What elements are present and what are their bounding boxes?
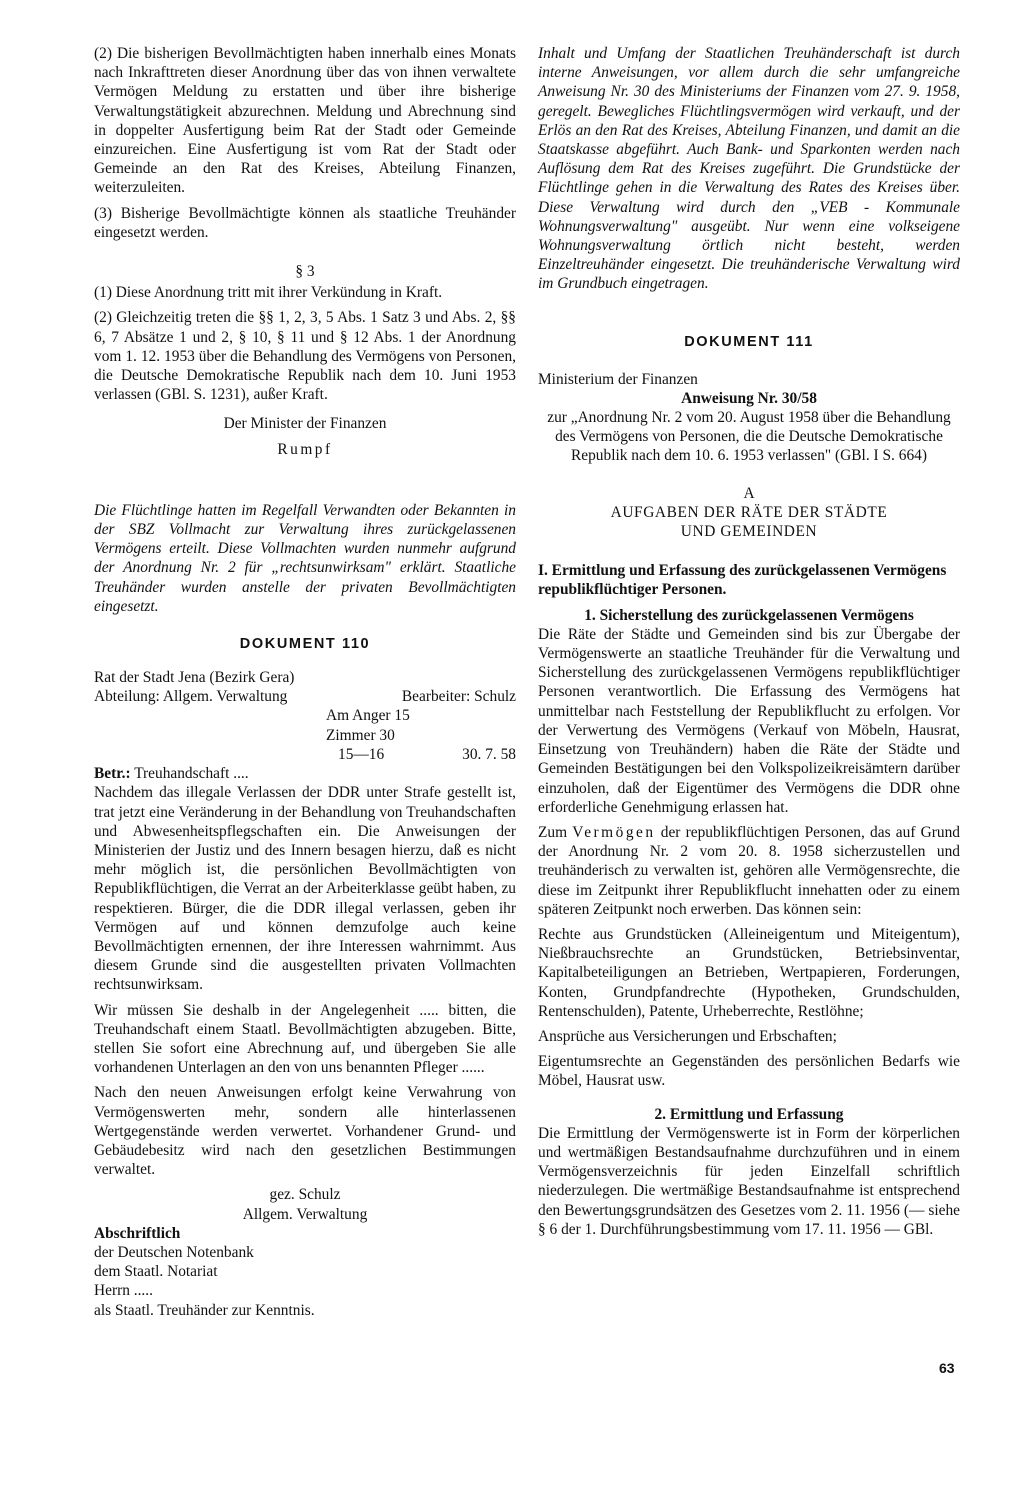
part-title-line-1: AUFGABEN DER RÄTE DER STÄDTE bbox=[610, 503, 888, 521]
section-3-paragraph-1: (1) Diese Anordnung tritt mit ihrer Verkündung in Kraft. bbox=[94, 284, 443, 302]
section-2-heading: 2. Ermittlung und Erfassung bbox=[654, 1105, 844, 1123]
doc110-subject-line bbox=[94, 764, 516, 783]
right-column bbox=[538, 44, 960, 1245]
doc111-title: Anweisung Nr. 30/58 bbox=[681, 389, 817, 407]
doc110-office-hours: 15—16 bbox=[338, 745, 385, 763]
doc110-signature: gez. Schulz bbox=[269, 1186, 341, 1204]
document-111-heading: DOKUMENT 111 bbox=[684, 333, 814, 350]
part-title-line-2: UND GEMEINDEN bbox=[680, 523, 818, 541]
doc110-department: Abteilung: Allgem. Verwaltung bbox=[94, 688, 288, 706]
section-2-paragraph-1: Die Ermittlung der Vermögenswerte ist in Form der körperlichen und wertmäßigen Bestandsaufnahme durchzuführen und in einem Vermögensverzeichnis für jeden Einzelfall schriftlich niederzulegen. Die wertmäßige Bestandsaufnahme ist entsprechend den Bewertungsgrundsätzen des Gesetzes vom 2. 11. 1956 (— siehe § 6 der 1. Durchführungsbestimmung vom 17. 11. 1956 — GBl. bbox=[538, 1124, 960, 1238]
doc110-time-date-row bbox=[94, 745, 516, 764]
section-1-paragraph-1: Die Räte der Städte und Gemeinden sind bis zur Übergabe der Vermögenswerte an staatliche Treuhänder für die Verwaltung und Sicherstellung des zurückgelassenen Vermögens republikflüchtiger Personen verantwortlich. Die Erfassung des Vermögens hat unmittelbar nach Feststellung der Republikflucht zu erfolgen. Vor der Verwertung des Vermögens (Verkauf von Möbeln, Hausrat, Einsetzung von Treuhändern) haben die Räte der Städte und Gemeinden Bestätigungen bei den Volkspolizeikreisämtern darüber einzuholen, daß der Eigentümer des Vermögens die DDR ohne erforderliche Genehmigung erlassen hat. bbox=[538, 625, 960, 816]
editorial-commentary: Die Flüchtlinge hatten im Regelfall Verwandten oder Bekannten in der SBZ Vollmacht zur Verwaltung ihres zurückgelassenen Vermögens erteilt. Diese Vollmachten wurden nunmehr aufgrund der Anordnung Nr. 2 für „rechtsunwirksam" erklärt. Staatliche Treuhänder wurden anstelle der privaten Bevollmächtigten eingesetzt. bbox=[94, 501, 516, 615]
doc110-dept-row bbox=[94, 687, 516, 706]
section-1-paragraph-5: Eigentumsrechte an Gegenständen des persönlichen Bedarfs wie Möbel, Hausrat usw. bbox=[538, 1053, 960, 1090]
signer-name: Rumpf bbox=[277, 440, 333, 458]
doc110-street: Am Anger 15 bbox=[326, 707, 410, 725]
section-1-p2-rest: der republikflüchtigen Personen, das auf Grund der Anordnung Nr. 2 vom 20. 8. 1958 sicherzustellen und treuhänderisch zu verwalten ist, gehören alle Vermögensrechte, die diese im Zeitpunkt ihrer Republikflucht innehatten oder zu einem späteren Zeitpunkt noch erwerben. Das können sein: bbox=[538, 823, 960, 918]
section-I-heading: I. Ermittlung und Erfassung des zurückgelassenen Vermögens republikflüchtiger Personen. bbox=[538, 562, 947, 599]
doc110-copy-recipient: Herrn ..... bbox=[94, 1282, 153, 1300]
doc110-copy-recipient: dem Staatl. Notariat bbox=[94, 1263, 218, 1281]
editorial-commentary-right: Inhalt und Umfang der Staatlichen Treuhänderschaft ist durch interne Anweisungen, vor allem durch die sehr umfangreiche Anweisung Nr. 30 des Ministeriums der Finanzen vom 27. 9. 1958, geregelt. Bewegliches Flüchtlingsvermögen wird verkauft, und der Erlös an den Rat des Kreises, Abteilung Finanzen, und damit an die Staatskasse abgeführt. Auch Bank- und Sparkonten werden nach Auflösung dem Rat des Kreises zugeführt. Die Grundstücke der Flüchtlinge gehen in die Verwaltung des Rates des Kreises über. Diese Verwaltung wird durch den „VEB - Kommunale Wohnungsverwaltung" ausgeübt. Nur wenn eine volkseigene Wohnungsverwaltung örtlich nicht besteht, werden Einzeltreuhänder eingesetzt. Die treuhänderische Verwaltung wird im Grundbuch eingetragen. bbox=[538, 45, 960, 293]
doc110-copy-recipient: der Deutschen Notenbank bbox=[94, 1243, 254, 1261]
paragraph-2: (2) Die bisherigen Bevollmächtigten haben innerhalb eines Monats nach Inkrafttreten dieser Anordnung über das von ihnen verwaltete Vermögen Meldung zu erstatten und über ihre bisherige Verwaltungstätigkeit abzurechnen. Meldung und Abrechnung sind in doppelter Ausfertigung beim Rat der Stadt oder Gemeinde einzureichen. Eine Ausfertigung ist vom Rat der Stadt oder Gemeinde an den Rat des Kreises, Abteilung Finanzen, weiterzuleiten. bbox=[94, 45, 516, 197]
doc110-paragraph-3: Nach den neuen Anweisungen erfolgt keine Verwahrung von Vermögenswerten mehr, sondern alle hinterlassenen Wertgegenstände werden verwertet. Vorhandener Grund- und Gebäudebesitz wird nach den gesetzlichen Bestimmungen verwaltet. bbox=[94, 1084, 516, 1179]
doc110-paragraph-2: Wir müssen Sie deshalb in der Angelegenheit ..... bitten, die Treuhandschaft einem Staatl. Bevollmächtigten abzugeben. Bitte, stellen Sie sofort eine Abrechnung auf, und übergeben Sie alle vorhandenen Unterlagen an den von uns benannten Pfleger ...... bbox=[94, 1001, 516, 1077]
document-110-heading: DOKUMENT 110 bbox=[239, 636, 371, 653]
paragraph-3: (3) Bisherige Bevollmächtigte können als staatliche Treuhänder eingesetzt werden. bbox=[94, 204, 516, 241]
section-1-p2-lead: Zum bbox=[538, 823, 573, 841]
doc110-date: 30. 7. 58 bbox=[462, 745, 516, 763]
section-3-heading: § 3 bbox=[295, 263, 315, 281]
part-letter: A bbox=[743, 484, 755, 502]
section-1-paragraph-3: Rechte aus Grundstücken (Alleineigentum und Miteigentum), Nießbrauchsrechte an Grundstücken, Betriebsinventar, Kapitalbeteiligungen an Betrieben, Wertpapieren, Forderungen, Konten, Grundpfandrechte (Hypotheken, Grundschulden, Rentenschulden), Patente, Urheberrechte, Restlöhne; bbox=[538, 925, 960, 1020]
doc110-subject-value: Treuhandschaft .... bbox=[130, 765, 249, 783]
section-1-p2-spaced-word: Vermögen bbox=[572, 823, 656, 841]
section-3-paragraph-2: (2) Gleichzeitig treten die §§ 1, 2, 3, 5 Abs. 1 Satz 3 und Abs. 2, §§ 6, 7 Absätze 1 und 2, § 10, § 11 und § 12 Abs. 1 der Anordnung vom 1. 12. 1953 über die Behandlung des Vermögens von Personen, die Deutsche Demokratische Republik nach dem 10. Juni 1953 verlassen (GBl. S. 1231), außer Kraft. bbox=[94, 309, 516, 404]
doc110-signature-dept: Allgem. Verwaltung bbox=[242, 1205, 368, 1223]
doc111-ministry: Ministerium der Finanzen bbox=[538, 370, 698, 388]
section-1-heading: 1. Sicherstellung des zurückgelassenen Vermögens bbox=[584, 606, 914, 624]
doc110-sender: Rat der Stadt Jena (Bezirk Gera) bbox=[94, 669, 295, 687]
doc110-room: Zimmer 30 bbox=[326, 726, 395, 744]
section-1-paragraph-4: Ansprüche aus Versicherungen und Erbschaften; bbox=[538, 1027, 837, 1045]
doc110-subject-label: Betr.: bbox=[94, 765, 131, 783]
section-1-paragraph-2 bbox=[538, 823, 960, 919]
signer-title: Der Minister der Finanzen bbox=[223, 415, 387, 433]
left-column bbox=[94, 44, 516, 1320]
doc110-copy-recipient: als Staatl. Treuhänder zur Kenntnis. bbox=[94, 1301, 315, 1319]
doc111-subject: zur „Anordnung Nr. 2 vom 20. August 1958 über die Behandlung des Vermögens von Personen, die die Deutsche Demokratische Republik nach dem 10. 6. 1953 verlassen" (GBl. I S. 664) bbox=[547, 409, 951, 465]
doc110-paragraph-1: Nachdem das illegale Verlassen der DDR unter Strafe gestellt ist, trat jetzt eine Veränderung in der Behandlung von Treuhandschaften und Abwesenheitspflegschaften ein. Die Anweisungen der Ministerien der Justiz und des Innern besagen hierzu, daß es nicht mehr möglich ist, die persönlichen Bevollmächtigten von Republikflüchtigen, die Verrat an der Arbeiterklasse geübt haben, zu respektieren. Bürger, die die DDR illegal verlassen, geben ihr Vermögen auf und können demzufolge auch keine Bevollmächtigten ernennen, der ihre Interessen wahrnimmt. Aus diesem Grunde sind die ausgestellten privaten Vollmachten rechtsunwirksam. bbox=[94, 784, 516, 994]
page-number: 63 bbox=[939, 1360, 955, 1376]
doc110-clerk: Bearbeiter: Schulz bbox=[401, 688, 516, 706]
doc110-copy-label: Abschriftlich bbox=[94, 1224, 181, 1242]
